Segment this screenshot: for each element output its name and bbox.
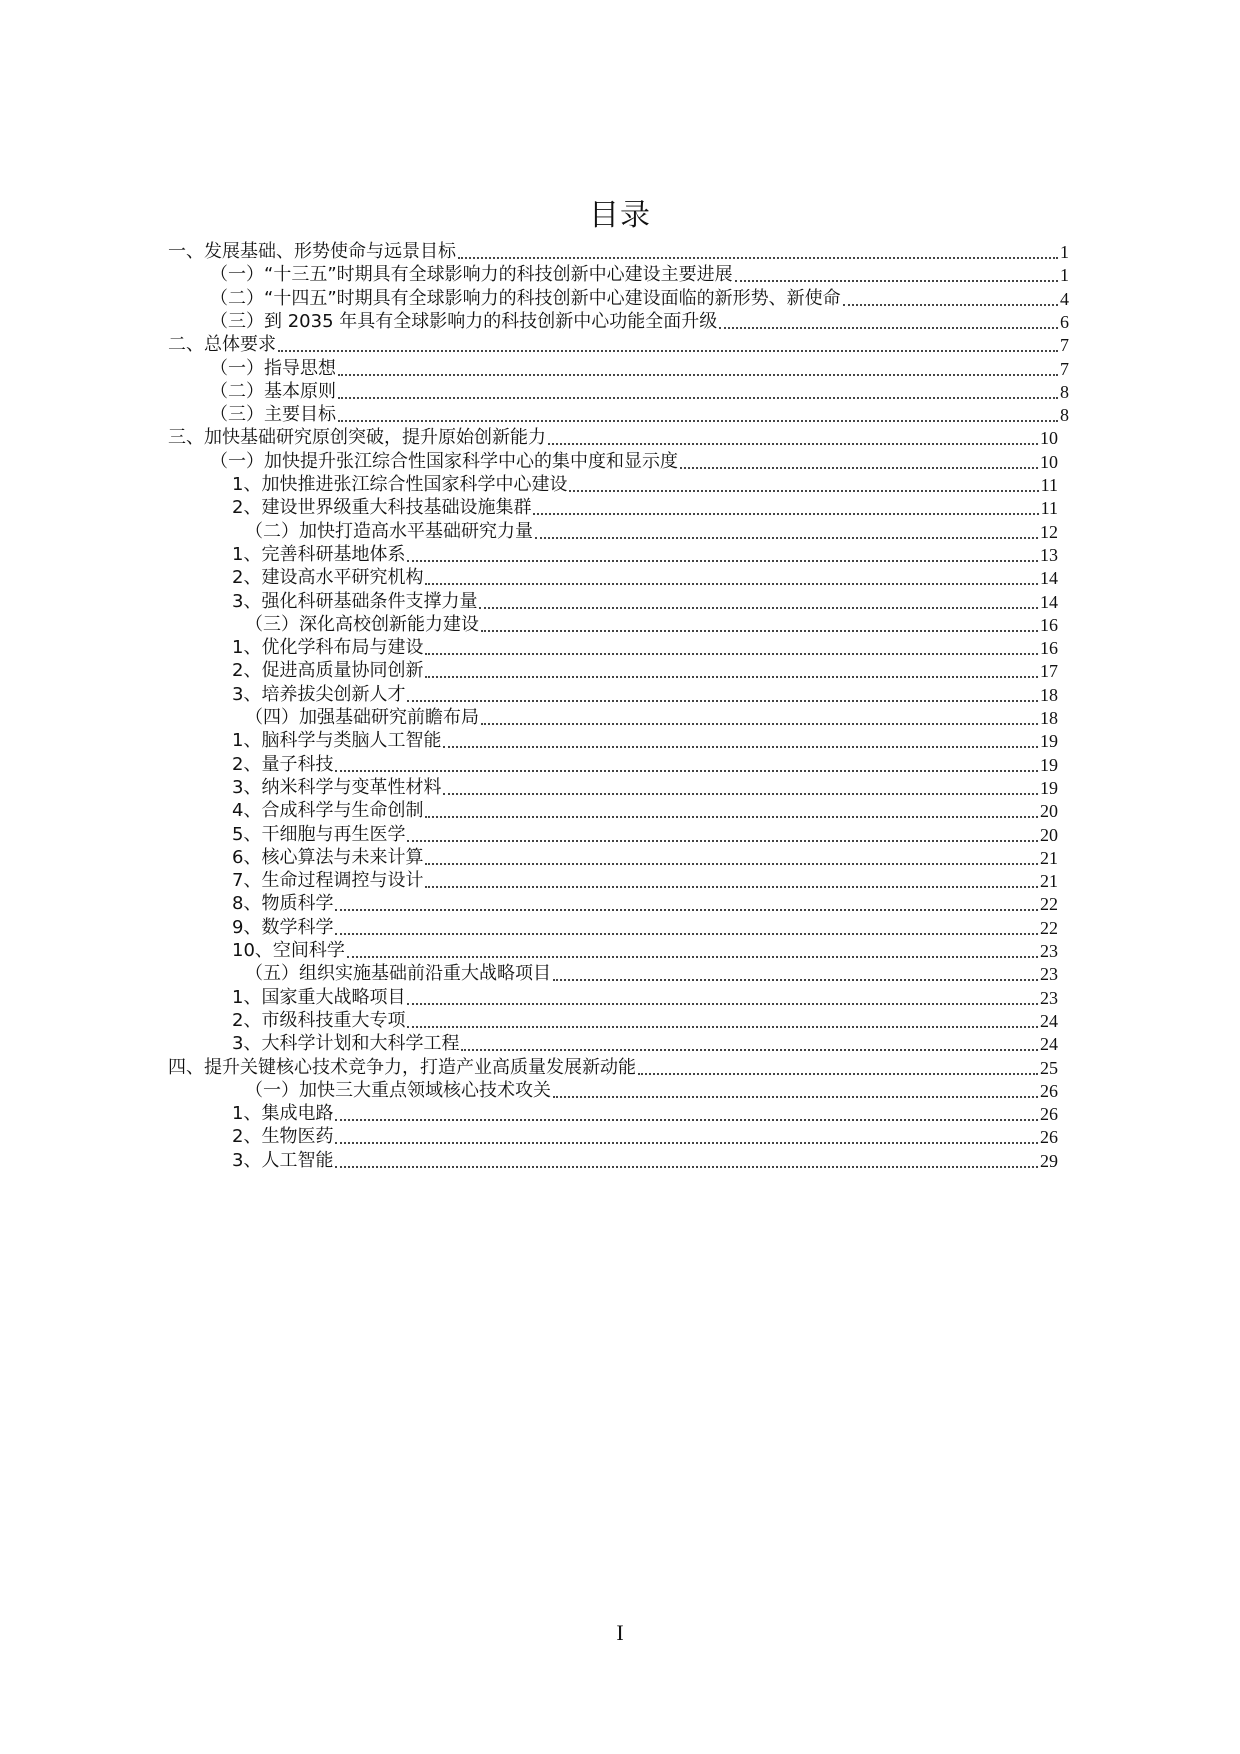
toc-entry-page: 11 <box>1040 475 1058 495</box>
toc-leader-dots <box>407 839 1038 842</box>
toc-entry-page: 11 <box>1040 498 1058 519</box>
toc-leader-dots <box>461 1048 1038 1051</box>
toc-entry-label: 9、数学科学 <box>232 916 334 938</box>
toc-leader-dots <box>735 279 1058 282</box>
toc-entry-label: （二）“十四五”时期具有全球影响力的科技创新中心建设面临的新形势、新使命 <box>210 287 841 309</box>
toc-entry-page: 22 <box>1040 894 1058 915</box>
toc-entry-page: 1 <box>1060 242 1069 262</box>
toc-entry-label: 2、建设世界级重大科技基础设施集群 <box>232 497 532 519</box>
toc-entry[interactable] <box>232 796 1058 822</box>
toc-entry[interactable] <box>232 1006 1058 1032</box>
toc-entry-label: 2、建设高水平研究机构 <box>232 567 424 589</box>
toc-leader-dots <box>335 1118 1038 1121</box>
toc-entry-page: 19 <box>1040 754 1058 775</box>
toc-entry-label: （三）主要目标 <box>210 404 336 426</box>
toc-entry-label: 三、加快基础研究原创突破，提升原始创新能力 <box>168 427 546 449</box>
toc-entry-label: 1、加快推进张江综合性国家科学中心建设 <box>232 474 568 495</box>
toc-leader-dots <box>335 1141 1038 1144</box>
toc-leader-dots <box>533 512 1038 515</box>
toc-entry-page: 25 <box>1040 1057 1058 1078</box>
toc-entry-label: 3、人工智能 <box>232 1149 334 1171</box>
toc-title: 目录 <box>589 198 651 233</box>
toc-entry-label: 1、国家重大战略项目 <box>232 986 406 1008</box>
toc-leader-dots <box>548 442 1038 445</box>
toc-entry-page: 1 <box>1060 265 1069 286</box>
toc-entry-page: 26 <box>1040 1104 1058 1125</box>
toc-leader-dots <box>407 1002 1038 1005</box>
toc-entry-label: 四、提升关键核心技术竞争力，打造产业高质量发展新动能 <box>168 1056 636 1078</box>
toc-entry-label: 6、核心算法与未来计算 <box>232 846 424 868</box>
toc-entry-label: （三）到 2035 年具有全球影响力的科技创新中心功能全面升级 <box>210 310 718 332</box>
toc-entry[interactable] <box>232 750 1058 776</box>
toc-entry[interactable] <box>210 307 1069 333</box>
toc-entry-label: 3、纳米科学与变革性材料 <box>232 776 442 798</box>
toc-entry-page: 18 <box>1040 708 1058 728</box>
toc-entry[interactable] <box>232 773 1058 799</box>
toc-entry-page: 24 <box>1040 1010 1058 1031</box>
toc-entry-label: 2、生物医药 <box>232 1126 334 1148</box>
toc-entry[interactable] <box>210 377 1069 403</box>
toc-leader-dots <box>569 489 1038 492</box>
toc-entry[interactable] <box>232 889 1058 915</box>
toc-entry[interactable] <box>232 540 1058 566</box>
toc-entry-page: 7 <box>1060 358 1069 379</box>
toc-entry[interactable] <box>232 936 1058 962</box>
toc-entry[interactable] <box>210 284 1069 310</box>
toc-entry[interactable] <box>245 959 1058 985</box>
toc-entry-label: 8、物质科学 <box>232 893 334 915</box>
toc-entry-page: 13 <box>1040 544 1058 565</box>
toc-entry-label: 1、集成电路 <box>232 1103 334 1125</box>
toc-leader-dots <box>553 1095 1038 1098</box>
toc-entry-page: 4 <box>1060 288 1069 309</box>
toc-entry-page: 17 <box>1040 661 1058 682</box>
toc-entry-label: （三）深化高校创新能力建设 <box>245 613 479 635</box>
toc-entry-label: 5、干细胞与再生医学 <box>232 823 406 845</box>
toc-entry-label: 10、空间科学 <box>232 940 345 961</box>
toc-entry[interactable] <box>232 470 1058 496</box>
toc-entry-page: 23 <box>1040 964 1058 985</box>
toc-entry[interactable] <box>232 726 1058 752</box>
toc-entry-label: 1、脑科学与类脑人工智能 <box>232 730 442 752</box>
toc-entry-page: 26 <box>1040 1127 1058 1148</box>
toc-entry[interactable] <box>232 656 1058 682</box>
toc-leader-dots <box>553 978 1038 981</box>
toc-entry[interactable] <box>168 423 1058 449</box>
toc-entry-label: 2、市级科技重大专项 <box>232 1009 406 1031</box>
toc-entry-label: （一）“十三五”时期具有全球影响力的科技创新中心建设主要进展 <box>210 264 733 286</box>
toc-entry[interactable] <box>168 237 1069 263</box>
toc-entry[interactable] <box>232 983 1058 1009</box>
toc-entry-page: 8 <box>1060 405 1069 426</box>
toc-leader-dots <box>335 769 1038 772</box>
toc-entry-label: （一）指导思想 <box>210 357 336 379</box>
toc-entry-label: （一）加快提升张江综合性国家科学中心的集中度和显示度 <box>210 450 678 472</box>
toc-leader-dots <box>338 396 1058 399</box>
toc-entry-page: 12 <box>1040 521 1058 542</box>
toc-leader-dots <box>338 373 1058 376</box>
toc-entry[interactable] <box>168 330 1069 356</box>
toc-entry[interactable] <box>232 680 1058 706</box>
toc-leader-dots <box>425 815 1038 818</box>
toc-entry-page: 6 <box>1060 311 1069 332</box>
toc-leader-dots <box>425 885 1038 888</box>
toc-entry[interactable] <box>232 1146 1058 1172</box>
toc-leader-dots <box>719 326 1058 329</box>
toc-entry-page: 14 <box>1040 591 1058 612</box>
toc-leader-dots <box>338 419 1058 422</box>
toc-entry[interactable] <box>245 703 1058 729</box>
toc-entry-page: 24 <box>1040 1034 1058 1055</box>
toc-leader-dots <box>481 722 1038 725</box>
toc-entry[interactable] <box>232 1122 1058 1148</box>
toc-leader-dots <box>680 466 1038 469</box>
toc-entry[interactable] <box>232 587 1058 613</box>
toc-entry-label: （一）加快三大重点领域核心技术攻关 <box>245 1079 551 1101</box>
toc-entry-label: 一、发展基础、形势使命与远景目标 <box>168 241 456 262</box>
toc-entry[interactable] <box>168 1053 1058 1079</box>
toc-entry-page: 21 <box>1040 871 1058 892</box>
toc-entry-page: 19 <box>1040 731 1058 752</box>
toc-entry[interactable] <box>210 354 1069 380</box>
toc-entry[interactable] <box>210 400 1069 426</box>
toc-entry[interactable] <box>232 1099 1058 1125</box>
toc-entry-page: 29 <box>1040 1150 1058 1171</box>
toc-leader-dots <box>407 1025 1038 1028</box>
toc-leader-dots <box>347 955 1038 958</box>
toc-entry-page: 10 <box>1040 428 1058 449</box>
toc-entry-label: 7、生命过程调控与设计 <box>232 870 424 892</box>
toc-leader-dots <box>407 559 1038 562</box>
toc-entry-label: 4、合成科学与生命创制 <box>232 800 424 822</box>
toc-leader-dots <box>407 699 1038 702</box>
toc-entry[interactable] <box>232 563 1058 589</box>
toc-leader-dots <box>278 349 1058 352</box>
toc-entry-label: 2、促进高质量协同创新 <box>232 660 424 682</box>
toc-entry-page: 18 <box>1040 684 1058 705</box>
toc-entry[interactable] <box>232 820 1058 846</box>
toc-entry-page: 21 <box>1040 847 1058 868</box>
toc-entry-page: 8 <box>1060 381 1069 402</box>
toc-entry[interactable] <box>232 866 1058 892</box>
toc-leader-dots <box>638 1072 1038 1075</box>
toc-leader-dots <box>843 303 1058 306</box>
toc-leader-dots <box>535 536 1038 539</box>
toc-entry-label: 1、优化学科布局与建设 <box>232 637 424 659</box>
toc-entry[interactable] <box>232 843 1058 869</box>
toc-entry-label: （五）组织实施基础前沿重大战略项目 <box>245 963 551 985</box>
toc-entry-label: 1、完善科研基地体系 <box>232 543 406 565</box>
toc-entry-label: 3、大科学计划和大科学工程 <box>232 1033 460 1055</box>
toc-entry-label: （四）加强基础研究前瞻布局 <box>245 707 479 728</box>
toc-leader-dots <box>443 792 1038 795</box>
toc-entry[interactable] <box>245 517 1058 543</box>
toc-entry-label: 3、培养拔尖创新人才 <box>232 683 406 705</box>
toc-entry[interactable] <box>232 493 1058 519</box>
toc-entry[interactable] <box>232 913 1058 939</box>
toc-leader-dots <box>335 908 1038 911</box>
toc-entry[interactable] <box>210 447 1058 473</box>
toc-leader-dots <box>479 606 1038 609</box>
toc-entry-page: 16 <box>1040 614 1058 635</box>
toc-entry-label: （二）基本原则 <box>210 380 336 402</box>
page-number: I <box>616 1620 624 1645</box>
toc-leader-dots <box>335 1165 1038 1168</box>
toc-entry-page: 20 <box>1040 801 1058 822</box>
toc-entry-page: 16 <box>1040 638 1058 659</box>
toc-entry-label: （二）加快打造高水平基础研究力量 <box>245 520 533 542</box>
toc-entry-page: 23 <box>1040 941 1058 961</box>
toc-entry-page: 10 <box>1040 451 1058 472</box>
toc-leader-dots <box>425 675 1038 678</box>
toc-entry[interactable] <box>232 1029 1058 1055</box>
toc-leader-dots <box>425 582 1038 585</box>
toc-entry[interactable] <box>232 633 1058 659</box>
toc-entry-page: 19 <box>1040 777 1058 798</box>
toc-leader-dots <box>425 652 1038 655</box>
toc-entry-label: 3、强化科研基础条件支撑力量 <box>232 590 478 612</box>
toc-leader-dots <box>425 862 1038 865</box>
toc-entry-page: 14 <box>1040 568 1058 589</box>
toc-entry-page: 23 <box>1040 987 1058 1008</box>
toc-entry-label: 二、总体要求 <box>168 334 276 356</box>
toc-leader-dots <box>481 629 1038 632</box>
toc-leader-dots <box>458 256 1058 259</box>
toc-entry-page: 7 <box>1060 335 1069 356</box>
toc-entry[interactable] <box>245 1076 1058 1102</box>
toc-entry-page: 20 <box>1040 824 1058 845</box>
toc-entry-page: 26 <box>1040 1080 1058 1101</box>
toc-entry[interactable] <box>210 260 1069 286</box>
toc-entry[interactable] <box>245 610 1058 636</box>
toc-leader-dots <box>335 932 1038 935</box>
toc-leader-dots <box>443 745 1038 748</box>
toc-entry-page: 22 <box>1040 917 1058 938</box>
toc-entry-label: 2、量子科技 <box>232 753 334 775</box>
